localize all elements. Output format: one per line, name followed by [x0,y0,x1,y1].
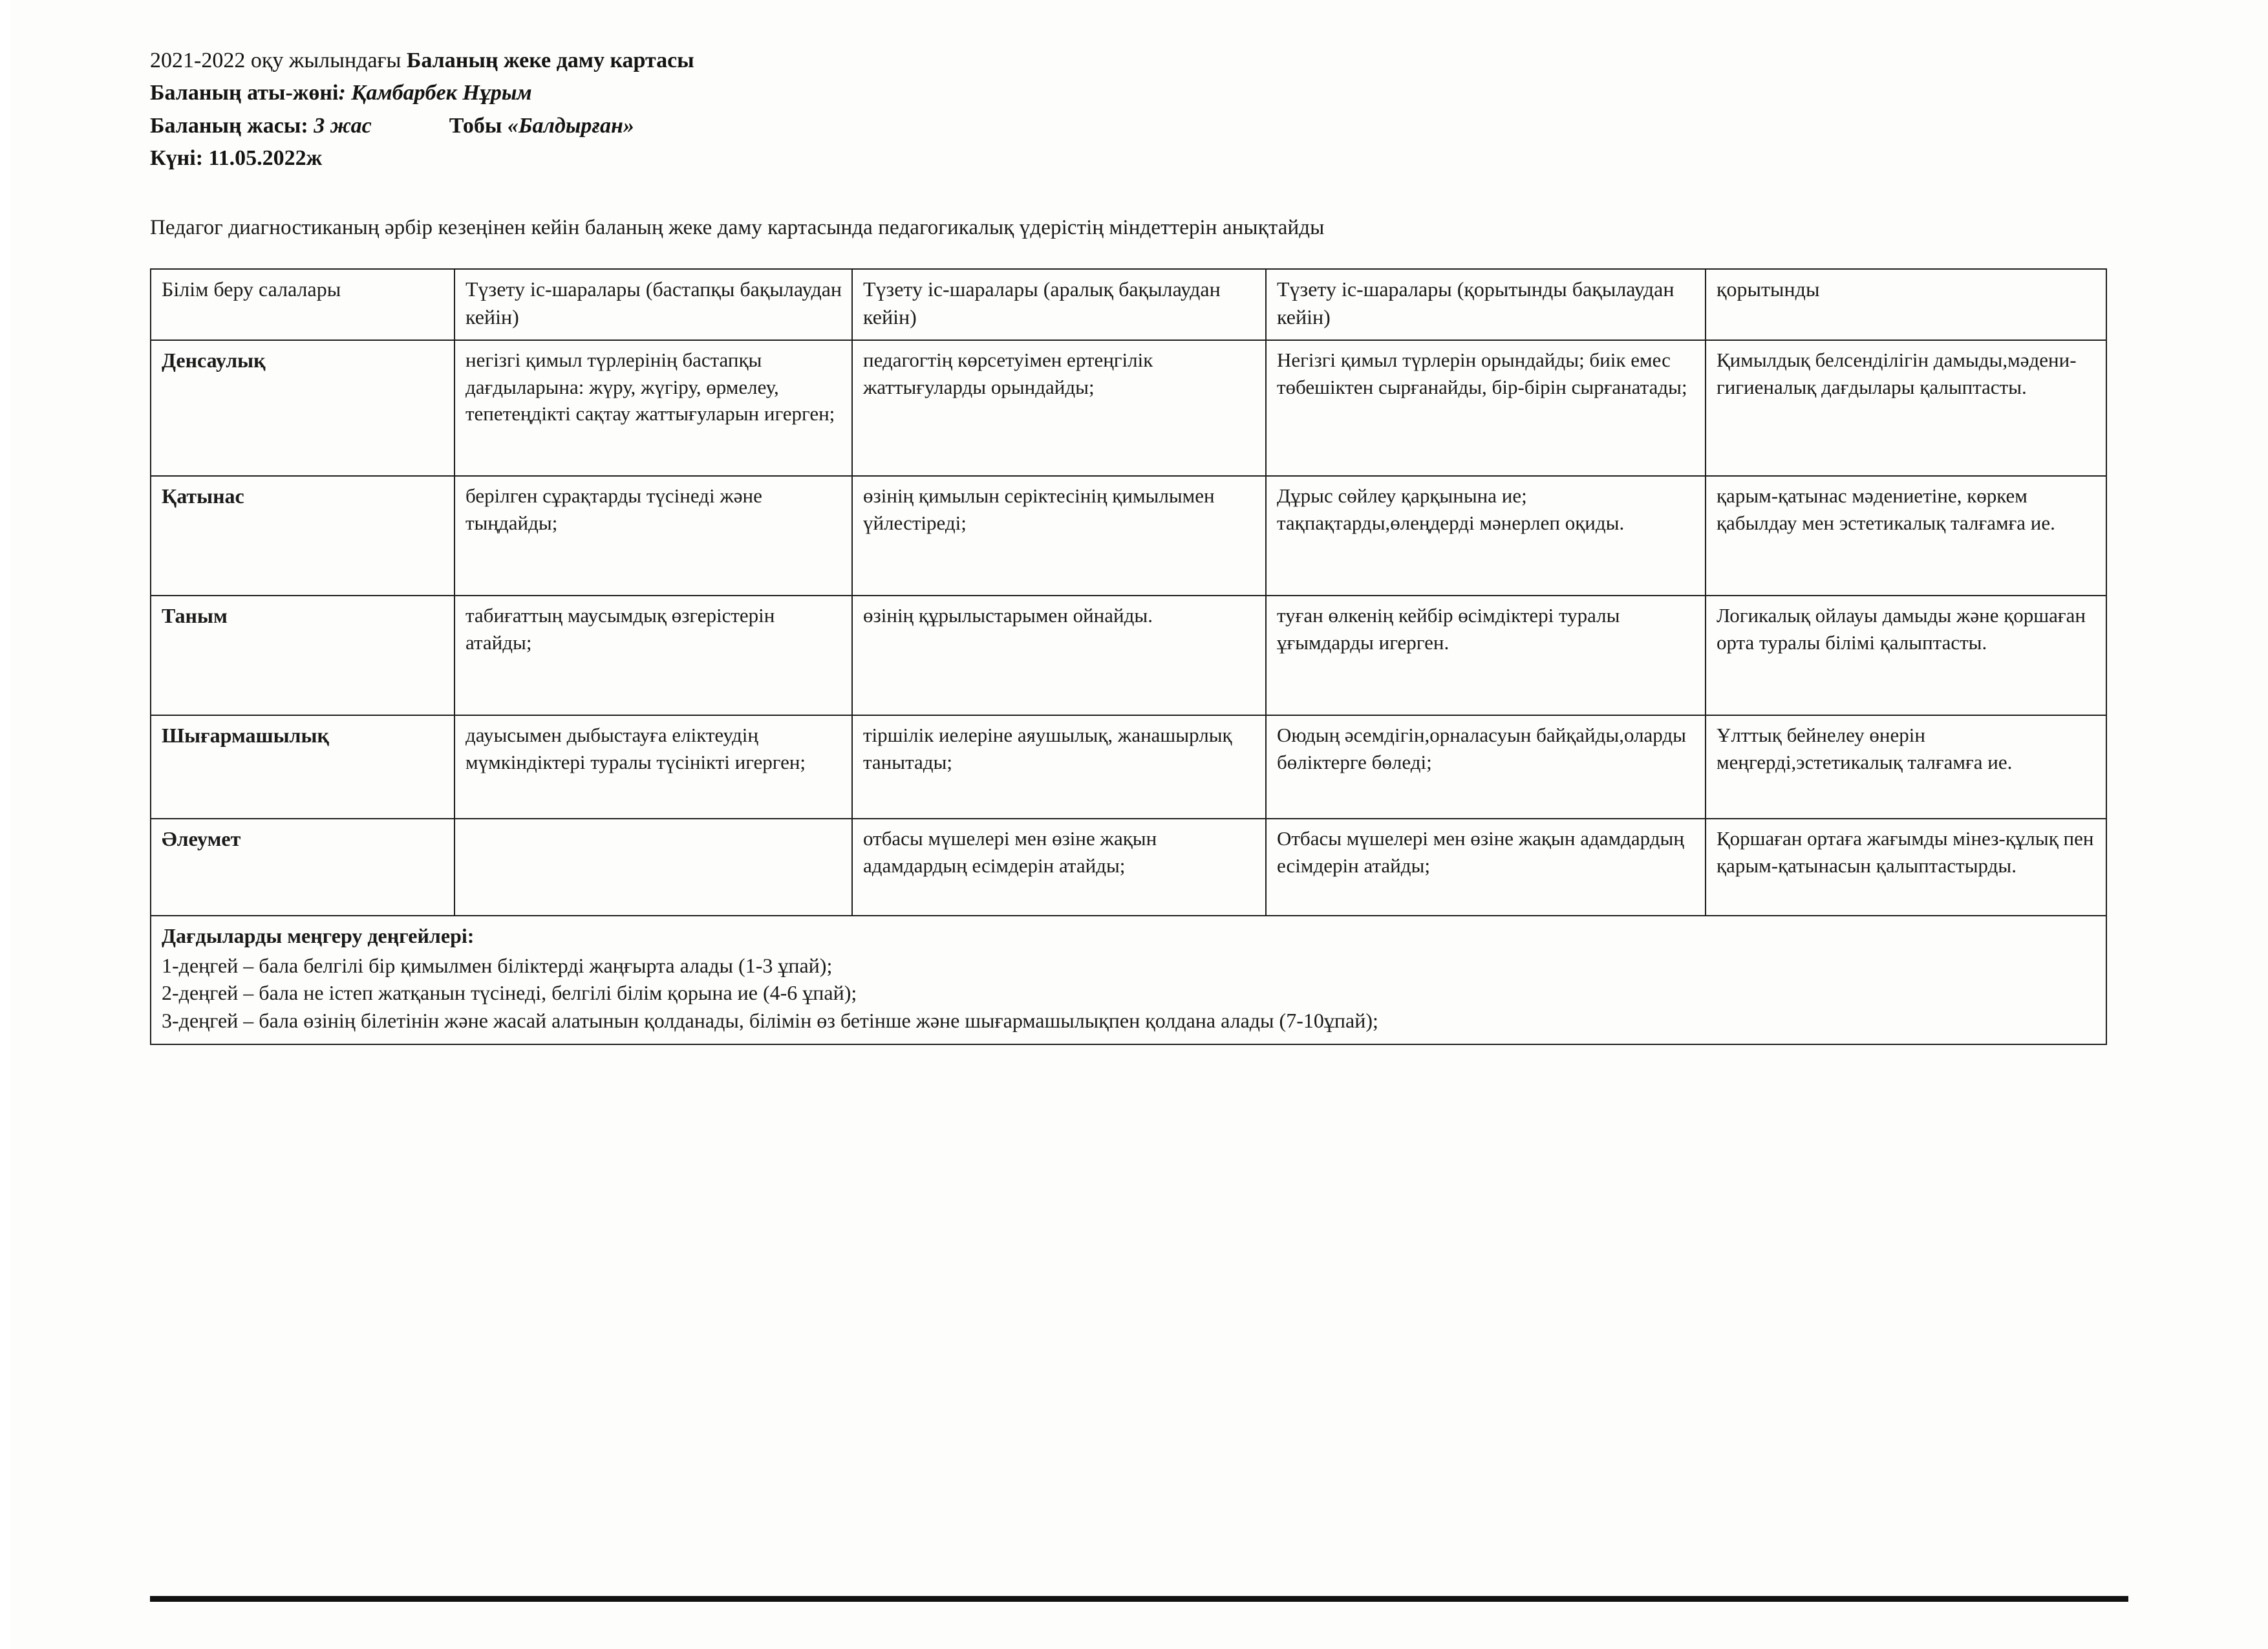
row-area-social: Әлеумет [151,819,455,916]
skill-levels-legend [151,916,2106,1044]
skill-level-1: 1-деңгей – бала белгілі бір қимылмен біліктерді жаңғырта алады (1-3 ұпай); [162,953,833,977]
group-value: «Балдырған» [507,113,634,138]
document-content [150,45,2128,1045]
table-row [151,715,2106,819]
skill-level-2: 2-деңгей – бала не істеп жатқанын түсінеді, белгілі білім қорына ие (4-6 ұпай); [162,981,857,1005]
child-age-value: 3 жас [314,113,372,138]
cell-social-final: Отбасы мүшелері мен өзіне жақын адамдардың есімдерін атайды; [1266,819,1706,916]
cell-communication-conclusion: қарым-қатынас мәдениетіне, көркем қабылдау мен эстетикалық талғамға ие. [1706,476,2106,596]
row-area-cognition: Таным [151,596,455,715]
intro-paragraph: Педагог диагностиканың әрбір кезеңінен кейін баланың жеке даму картасында педагогикалық үдерістің міндеттерін анықтайды [150,216,1325,240]
cell-social-interim: отбасы мүшелері мен өзіне жақын адамдардың есімдерін атайды; [852,819,1266,916]
child-age-label: Баланың жасы: [150,113,314,138]
skill-levels-title: Дағдыларды меңгеру деңгейлері: [162,924,475,948]
row-area-communication: Қатынас [151,476,455,596]
column-header-initial: Түзету іс-шаралары (бастапқы бақылаудан кейін) [455,269,852,340]
cell-health-interim: педагогтің көрсетуімен ертеңгілік жаттығуларды орындайды; [852,340,1266,476]
column-header-areas: Білім беру салалары [151,269,455,340]
cell-creativity-initial: дауысымен дыбыстауға еліктеудің мүмкіндіктері туралы түсінікті игерген; [455,715,852,819]
header-line-name [150,78,2128,109]
cell-communication-initial: берілген сұрақтарды түсінеді және тыңдайды; [455,476,852,596]
date-label: Күні: [150,146,209,170]
cell-health-final: Негізгі қимыл түрлерін орындайды; биік емес төбешіктен сырғанайды, бір-бірін сырғанатады; [1266,340,1706,476]
date-value: 11.05.2022ж [208,146,323,170]
development-table [150,268,2107,1044]
table-footer-row [151,916,2106,1044]
cell-cognition-initial: табиғаттың маусымдық өзгерістерін атайды; [455,596,852,715]
page-left-margin [0,0,10,1649]
table-row [151,596,2106,715]
document-header [150,45,2128,174]
table-row [151,340,2106,476]
row-area-health: Денсаулық [151,340,455,476]
cell-cognition-final: туған өлкенің кейбір өсімдіктері туралы ұғымдарды игерген. [1266,596,1706,715]
group-label: Тобы [449,113,508,138]
header-line-date [150,143,2128,174]
table-row [151,476,2106,596]
child-name-label: Баланың аты-жөні [150,81,339,105]
header-line-age [150,111,2128,142]
cell-health-initial: негізгі қимыл түрлерінің бастапқы дағдыларына: жүру, жүгіру, өрмелеу, тепетеңдікті сақтау жаттығуларын игерген; [455,340,852,476]
column-header-final: Түзету іс-шаралары (қорытынды бақылаудан кейін) [1266,269,1706,340]
row-area-creativity: Шығармашылық [151,715,455,819]
child-name-value: : Қамбарбек Нұрым [338,81,532,105]
cell-cognition-interim: өзінің құрылыстарымен ойнайды. [852,596,1266,715]
table-header-row [151,269,2106,340]
cell-creativity-final: Оюдың әсемдігін,орналасуын байқайды,оларды бөліктерге бөледі; [1266,715,1706,819]
header-year-prefix: 2021-2022 оқу жылындағы [150,48,407,72]
cell-creativity-interim: тіршілік иелеріне аяушылық, жанашырлық танытады; [852,715,1266,819]
cell-social-conclusion: Қоршаған ортаға жағымды мінез-құлық пен қарым-қатынасын қалыптастырды. [1706,819,2106,916]
header-line-year [150,45,2128,76]
column-header-interim: Түзету іс-шаралары (аралық бақылаудан кейін) [852,269,1266,340]
cell-creativity-conclusion: Ұлттық бейнелеу өнерін меңгерді,эстетикалық талғамға ие. [1706,715,2106,819]
page-bottom-scan-bar [150,1596,2128,1602]
cell-communication-final: Дұрыс сөйлеу қарқынына ие; тақпақтарды,өлеңдерді мәнерлеп оқиды. [1266,476,1706,596]
column-header-conclusion: қорытынды [1706,269,2106,340]
header-document-title: Баланың жеке даму картасы [406,48,694,72]
cell-social-initial [455,819,852,916]
skill-level-3: 3-деңгей – бала өзінің білетінін және жасай алатынын қолданады, білімін өз бетінше және шығармашылықпен қолдана алады (7-10ұпай); [162,1008,1378,1032]
header-spacer [150,175,2128,213]
cell-cognition-conclusion: Логикалық ойлауы дамыды және қоршаған орта туралы білімі қалыптасты. [1706,596,2106,715]
table-row [151,819,2106,916]
cell-health-conclusion: Қимылдық белсенділігін дамыды,мәдени-гигиеналық дағдылары қалыптасты. [1706,340,2106,476]
cell-communication-interim: өзінің қимылын серіктесінің қимылымен үйлестіреді; [852,476,1266,596]
